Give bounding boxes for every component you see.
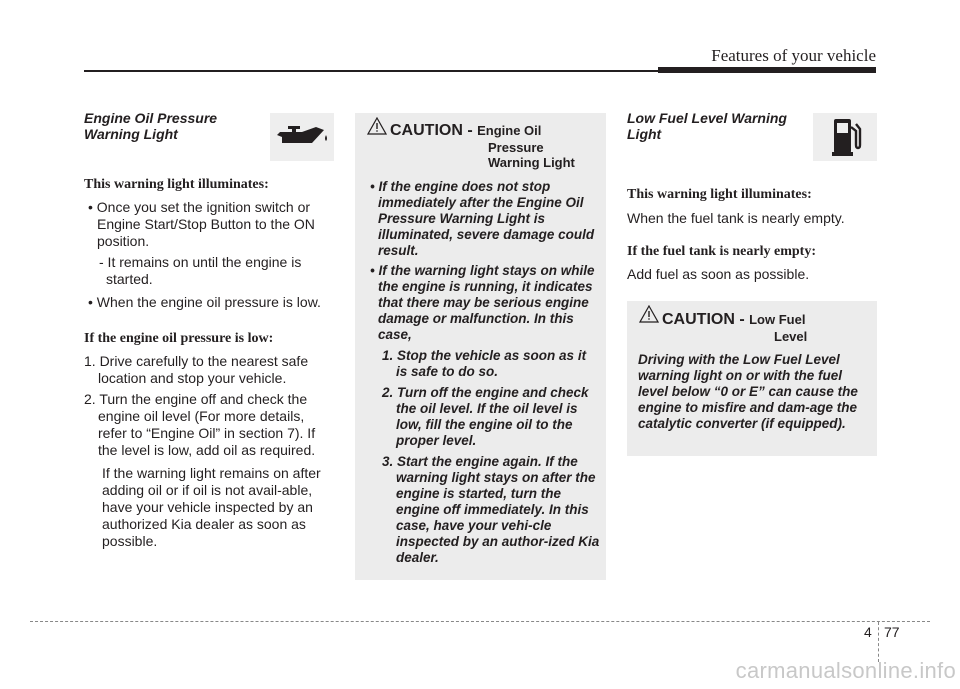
dash-item: - It remains on until the engine is started. xyxy=(99,254,302,287)
footer-divider xyxy=(878,622,879,662)
caution-step: 2. Turn off the engine and check the oil level. If the oil level is low, fill the engine oil to the proper level. xyxy=(382,385,589,448)
bullet-item: • Once you set the ignition switch or Engine Start/Stop Button to the ON position. xyxy=(88,199,315,249)
fuel-caution-box xyxy=(627,301,877,456)
header-rule-accent xyxy=(658,67,876,73)
footer-rule xyxy=(30,621,930,622)
low-fuel-section xyxy=(627,110,877,283)
warning-triangle-icon xyxy=(367,117,387,135)
caution-step: 1. Stop the vehicle as soon as it is safe to do so. xyxy=(382,348,587,379)
bullet-item: • When the engine oil pressure is low. xyxy=(88,294,321,310)
caution-subject: Low Fuel xyxy=(749,312,806,327)
low-pressure-heading: If the engine oil pressure is low: xyxy=(84,331,274,346)
caution-subject: Level xyxy=(774,329,808,344)
oil-caution-box xyxy=(355,113,606,580)
step-item: 1. Drive carefully to the nearest safe location and stop your vehicle. xyxy=(84,353,309,386)
body-text: When the fuel tank is nearly empty. xyxy=(627,210,845,226)
step-note: If the warning light remains on after adding oil or if oil is not avail-able, have your vehicle inspected by an authorized Kia dealer as soon as possible. xyxy=(102,465,321,549)
section-number: 4 xyxy=(864,624,872,640)
page-header-title: Features of your vehicle xyxy=(711,46,876,65)
caution-text: Driving with the Low Fuel Level warning light on or with the fuel level below “0 or E” can cause the engine to misfire and dam-age the catalytic converter (if equipped). xyxy=(638,352,858,431)
header-rule xyxy=(84,70,658,72)
caution-bullet: • If the engine does not stop immediately after the Engine Oil Pressure Warning Light is illuminated, severe damage could result. xyxy=(370,179,595,258)
empty-heading: If the fuel tank is nearly empty: xyxy=(627,244,816,259)
section-title: Engine Oil Pressure Warning Light xyxy=(84,110,218,142)
fuel-pump-icon xyxy=(813,113,877,161)
page-number: 77 xyxy=(884,624,900,640)
caution-subject: Warning Light xyxy=(488,155,575,170)
caution-subject: Engine Oil xyxy=(477,123,542,138)
section-title: Low Fuel Level Warning Light xyxy=(627,110,787,142)
caution-bullet: • If the warning light stays on while the engine is running, it indicates that there may be serious engine damage or malfunction. In this case, xyxy=(370,263,595,342)
watermark: carmanualsonline.info xyxy=(735,658,956,683)
oil-pressure-section xyxy=(84,110,334,550)
caution-subject: Pressure xyxy=(488,140,544,155)
illuminates-heading: This warning light illuminates: xyxy=(84,177,269,192)
caution-label: CAUTION - xyxy=(662,311,750,328)
step-item: 2. Turn the engine off and check the engine oil level (For more details, refer to “Engine Oil” in section 7). If the level is low, add oil as required. xyxy=(84,391,316,458)
body-text: Add fuel as soon as possible. xyxy=(627,266,810,282)
oil-can-icon xyxy=(270,113,334,161)
caution-step: 3. Start the engine again. If the warning light stays on after the engine is started, turn the engine off immediately. In this case, have your vehi-cle inspected by an author-ized Kia dealer. xyxy=(382,454,600,565)
illuminates-heading: This warning light illuminates: xyxy=(627,187,812,202)
caution-label: CAUTION - xyxy=(390,122,478,139)
warning-triangle-icon xyxy=(639,305,659,323)
